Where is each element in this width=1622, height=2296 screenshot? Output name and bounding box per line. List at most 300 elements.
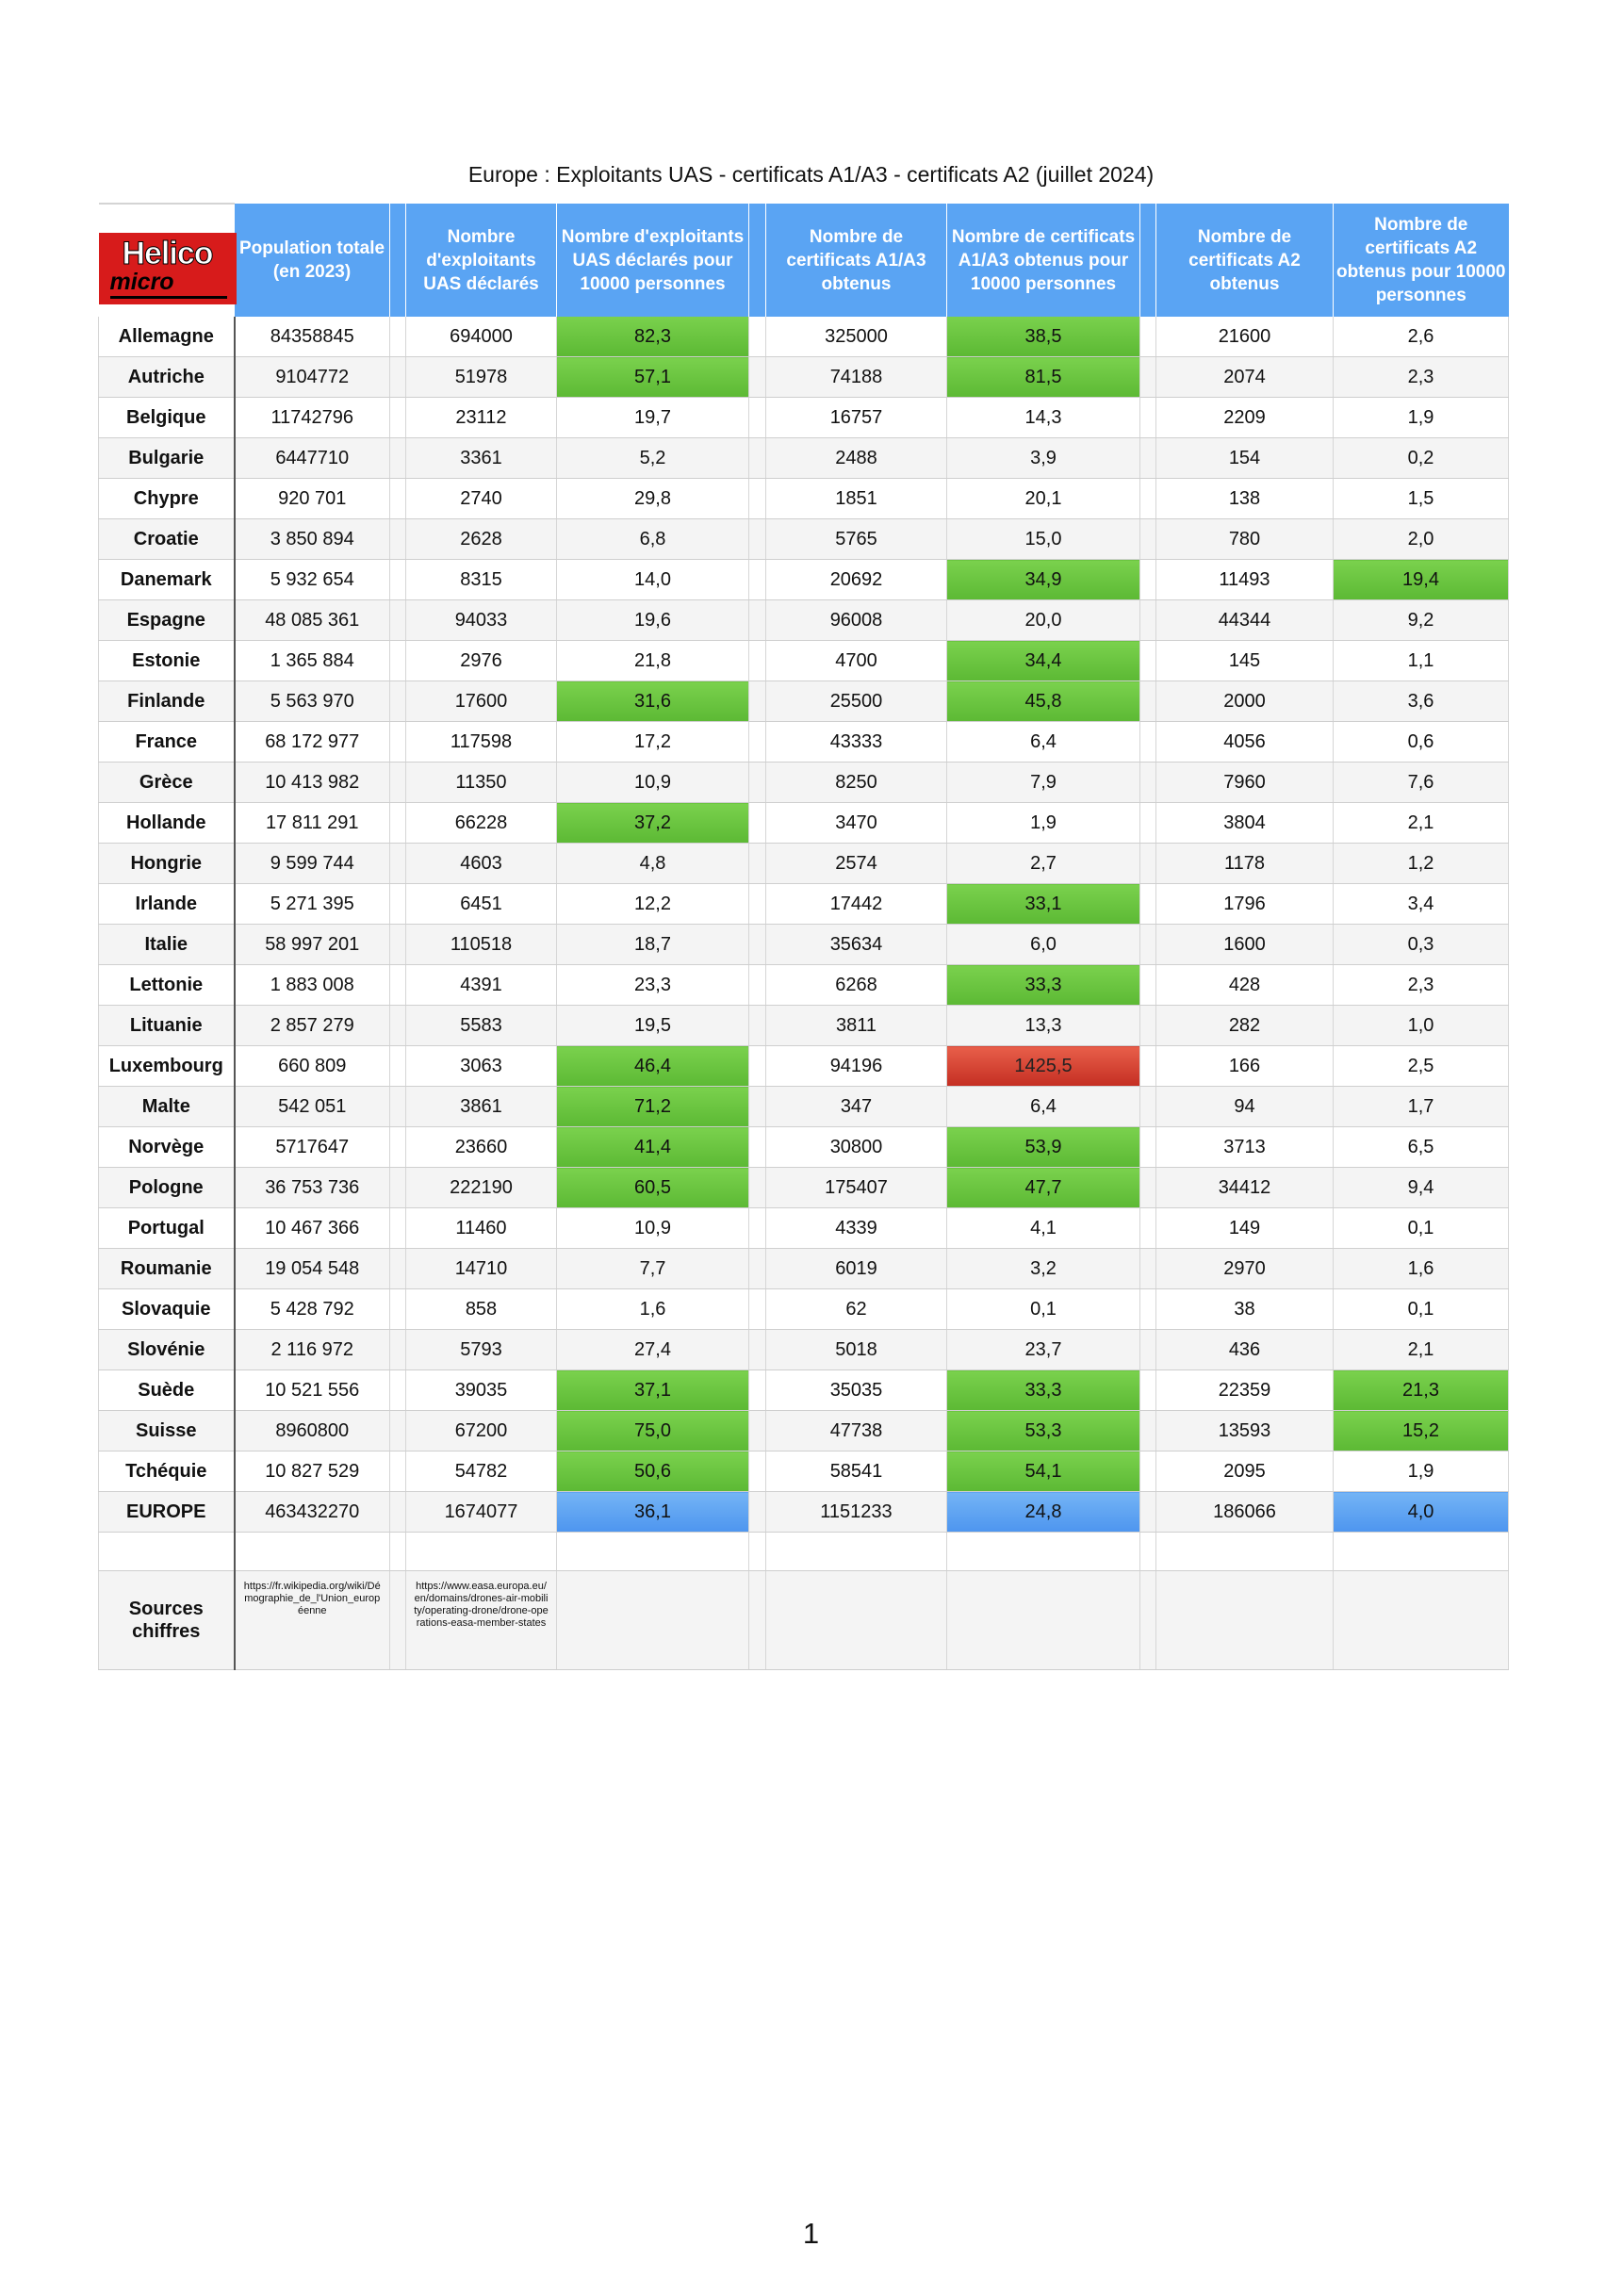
spacer-cell	[390, 560, 406, 600]
population-cell: 5717647	[235, 1127, 390, 1168]
spacer-cell	[1140, 1006, 1156, 1046]
population-cell: 9 599 744	[235, 844, 390, 884]
spacer-cell	[749, 925, 766, 965]
a2-cell: 2000	[1156, 681, 1334, 722]
table-row	[99, 803, 1509, 844]
a1a3-per-10k-cell: 14,3	[947, 398, 1140, 438]
a2-cell: 44344	[1156, 600, 1334, 641]
table-row	[99, 600, 1509, 641]
population-source-cell	[235, 1571, 390, 1670]
a1a3-per-10k-cell: 3,2	[947, 1249, 1140, 1289]
helicomicro-logo	[99, 233, 237, 304]
spacer-cell	[749, 1208, 766, 1249]
a2-per-10k-cell: 9,2	[1334, 600, 1509, 641]
a1a3-per-10k-cell: 81,5	[947, 357, 1140, 398]
spacer-cell	[1140, 1451, 1156, 1492]
population-cell: 5 563 970	[235, 681, 390, 722]
a2-per-10k-cell: 0,6	[1334, 722, 1509, 763]
table-row	[99, 925, 1509, 965]
a2-cell: 1796	[1156, 884, 1334, 925]
country-cell: Estonie	[99, 641, 235, 681]
spacer-cell	[1140, 1571, 1156, 1670]
spacer-cell	[1140, 1370, 1156, 1411]
population-cell: 660 809	[235, 1046, 390, 1087]
a1a3-per-10k-cell: 33,1	[947, 884, 1140, 925]
a1a3-per-10k-cell: 33,3	[947, 1370, 1140, 1411]
spacer-cell	[749, 357, 766, 398]
a2-cell: 21600	[1156, 317, 1334, 357]
a1a3-cell: 58541	[766, 1451, 947, 1492]
a1a3-cell: 4700	[766, 641, 947, 681]
operators-per-10k-cell: 7,7	[557, 1249, 749, 1289]
operators-cell: 11460	[406, 1208, 557, 1249]
country-cell: Hongrie	[99, 844, 235, 884]
a2-cell: 38	[1156, 1289, 1334, 1330]
a1a3-per-10k-cell: 47,7	[947, 1168, 1140, 1208]
country-cell: Italie	[99, 925, 235, 965]
spacer-cell	[390, 1370, 406, 1411]
a2-per-10k-cell: 2,3	[1334, 965, 1509, 1006]
a1a3-cell: 96008	[766, 600, 947, 641]
country-cell: Malte	[99, 1087, 235, 1127]
spacer-cell	[1140, 1127, 1156, 1168]
operators-per-10k-cell: 1,6	[557, 1289, 749, 1330]
spacer-cell	[390, 965, 406, 1006]
spacer-cell	[1140, 1411, 1156, 1451]
a1a3-cell: 20692	[766, 560, 947, 600]
table-row	[99, 641, 1509, 681]
a2-cell: 13593	[1156, 1411, 1334, 1451]
empty-cell	[390, 1533, 406, 1571]
a2-cell: 1178	[1156, 844, 1334, 884]
operators-per-10k-cell: 19,5	[557, 1006, 749, 1046]
empty-cell	[99, 1533, 235, 1571]
a1a3-per-10k-cell: 54,1	[947, 1451, 1140, 1492]
population-cell: 17 811 291	[235, 803, 390, 844]
country-cell: Allemagne	[99, 317, 235, 357]
a1a3-per-10k-cell: 45,8	[947, 681, 1140, 722]
population-cell: 542 051	[235, 1087, 390, 1127]
spacer-cell	[749, 1451, 766, 1492]
table-row	[99, 1330, 1509, 1370]
operators-per-10k-cell: 60,5	[557, 1168, 749, 1208]
operators-per-10k-cell: 37,2	[557, 803, 749, 844]
table-row	[99, 438, 1509, 479]
a1a3-per-10k-cell: 23,7	[947, 1330, 1140, 1370]
a1a3-cell: 35634	[766, 925, 947, 965]
a2-per-10k-cell: 21,3	[1334, 1370, 1509, 1411]
empty-cell	[766, 1571, 947, 1670]
population-cell: 11742796	[235, 398, 390, 438]
spacer-cell	[1140, 884, 1156, 925]
spacer-cell	[749, 1492, 766, 1533]
a1a3-per-10k-cell: 53,3	[947, 1411, 1140, 1451]
empty-cell	[1140, 1533, 1156, 1571]
a2-per-10k-cell: 2,0	[1334, 519, 1509, 560]
a1a3-per-10k-cell: 1,9	[947, 803, 1140, 844]
country-cell: Grèce	[99, 763, 235, 803]
logo-strip	[110, 296, 227, 299]
operators-cell: 51978	[406, 357, 557, 398]
sources-row	[99, 1571, 1509, 1670]
country-cell: Slovénie	[99, 1330, 235, 1370]
operators-per-10k-cell: 37,1	[557, 1370, 749, 1411]
a1a3-cell: 62	[766, 1289, 947, 1330]
operators-cell: 17600	[406, 681, 557, 722]
population-cell: 1 883 008	[235, 965, 390, 1006]
a1a3-cell: 8250	[766, 763, 947, 803]
operators-per-10k-cell: 10,9	[557, 1208, 749, 1249]
a2-cell: 149	[1156, 1208, 1334, 1249]
table-row	[99, 479, 1509, 519]
a1a3-cell: 5765	[766, 519, 947, 560]
table-row	[99, 1370, 1509, 1411]
operators-cell: 222190	[406, 1168, 557, 1208]
country-cell: Roumanie	[99, 1249, 235, 1289]
population-cell: 920 701	[235, 479, 390, 519]
spacer-cell	[390, 722, 406, 763]
spacer-cell	[749, 1087, 766, 1127]
table-row	[99, 763, 1509, 803]
spacer-cell	[1140, 398, 1156, 438]
country-cell: Hollande	[99, 803, 235, 844]
country-cell: Espagne	[99, 600, 235, 641]
operators-per-10k-cell: 41,4	[557, 1127, 749, 1168]
a1a3-per-10k-cell: 24,8	[947, 1492, 1140, 1533]
population-cell: 2 116 972	[235, 1330, 390, 1370]
population-cell: 5 271 395	[235, 884, 390, 925]
country-cell: Slovaquie	[99, 1289, 235, 1330]
a2-per-10k-cell: 1,2	[1334, 844, 1509, 884]
operators-cell: 39035	[406, 1370, 557, 1411]
a2-per-10k-cell: 0,3	[1334, 925, 1509, 965]
population-cell: 48 085 361	[235, 600, 390, 641]
operators-per-10k-cell: 23,3	[557, 965, 749, 1006]
operators-cell: 3361	[406, 438, 557, 479]
sources-label: Sources chiffres	[99, 1571, 235, 1670]
a1a3-cell: 3470	[766, 803, 947, 844]
operators-per-10k-cell: 46,4	[557, 1046, 749, 1087]
empty-cell	[406, 1533, 557, 1571]
operators-cell: 23112	[406, 398, 557, 438]
header-a1a3: Nombre de certificats A1/A3 obtenus	[766, 204, 947, 317]
header-a2: Nombre de certificats A2 obtenus	[1156, 204, 1334, 317]
table-row	[99, 965, 1509, 1006]
country-cell: Lituanie	[99, 1006, 235, 1046]
operators-per-10k-cell: 19,7	[557, 398, 749, 438]
spacer-cell	[749, 1249, 766, 1289]
spacer-cell	[749, 438, 766, 479]
empty-cell	[947, 1533, 1140, 1571]
spacer-cell	[749, 1046, 766, 1087]
empty-row	[99, 1533, 1509, 1571]
table-row	[99, 1289, 1509, 1330]
a2-cell: 282	[1156, 1006, 1334, 1046]
country-cell: Norvège	[99, 1127, 235, 1168]
document-title: Europe : Exploitants UAS - certificats A1/A3 - certificats A2 (juillet 2024)	[467, 162, 1155, 187]
spacer-cell	[390, 1411, 406, 1451]
operators-cell: 4391	[406, 965, 557, 1006]
table-row	[99, 722, 1509, 763]
country-cell: Suède	[99, 1370, 235, 1411]
spacer-cell	[749, 1289, 766, 1330]
operators-cell: 2976	[406, 641, 557, 681]
population-cell: 19 054 548	[235, 1249, 390, 1289]
operators-cell: 117598	[406, 722, 557, 763]
operators-cell: 4603	[406, 844, 557, 884]
spacer-cell	[749, 1411, 766, 1451]
population-cell: 3 850 894	[235, 519, 390, 560]
country-cell: Croatie	[99, 519, 235, 560]
a2-per-10k-cell: 9,4	[1334, 1168, 1509, 1208]
country-cell: Danemark	[99, 560, 235, 600]
a1a3-per-10k-cell: 34,9	[947, 560, 1140, 600]
spacer-cell	[1140, 519, 1156, 560]
a1a3-per-10k-cell: 2,7	[947, 844, 1140, 884]
spacer-cell	[749, 1006, 766, 1046]
spacer-cell	[749, 1330, 766, 1370]
table-row	[99, 357, 1509, 398]
operators-cell: 110518	[406, 925, 557, 965]
country-cell: France	[99, 722, 235, 763]
header-operators-per-10k: Nombre d'exploitants UAS déclarés pour 10000 personnes	[557, 204, 749, 317]
spacer-cell	[1140, 1249, 1156, 1289]
spacer-cell	[749, 641, 766, 681]
table-row	[99, 317, 1509, 357]
a2-cell: 2209	[1156, 398, 1334, 438]
spacer-cell	[1140, 357, 1156, 398]
spacer-cell	[390, 763, 406, 803]
a2-cell: 2095	[1156, 1451, 1334, 1492]
operators-per-10k-cell: 4,8	[557, 844, 749, 884]
spacer-cell	[390, 1046, 406, 1087]
country-cell: Bulgarie	[99, 438, 235, 479]
a2-cell: 428	[1156, 965, 1334, 1006]
a2-per-10k-cell: 1,0	[1334, 1006, 1509, 1046]
a2-per-10k-cell: 1,5	[1334, 479, 1509, 519]
a2-cell: 3713	[1156, 1127, 1334, 1168]
country-cell: Chypre	[99, 479, 235, 519]
country-cell: Finlande	[99, 681, 235, 722]
table-row	[99, 1492, 1509, 1533]
operators-cell: 66228	[406, 803, 557, 844]
header-row	[99, 204, 1509, 317]
a1a3-cell: 347	[766, 1087, 947, 1127]
spacer-cell	[1140, 844, 1156, 884]
header-gap	[1140, 204, 1156, 317]
page-number: 1	[802, 2217, 820, 2250]
spacer-cell	[390, 1330, 406, 1370]
a1a3-per-10k-cell: 53,9	[947, 1127, 1140, 1168]
header-gap	[390, 204, 406, 317]
a1a3-per-10k-cell: 38,5	[947, 317, 1140, 357]
a1a3-cell: 325000	[766, 317, 947, 357]
a2-cell: 1600	[1156, 925, 1334, 965]
country-cell: EUROPE	[99, 1492, 235, 1533]
spacer-cell	[1140, 641, 1156, 681]
operators-cell: 94033	[406, 600, 557, 641]
a2-per-10k-cell: 15,2	[1334, 1411, 1509, 1451]
operators-cell: 11350	[406, 763, 557, 803]
a2-cell: 11493	[1156, 560, 1334, 600]
a1a3-per-10k-cell: 6,4	[947, 722, 1140, 763]
population-cell: 2 857 279	[235, 1006, 390, 1046]
a1a3-cell: 6019	[766, 1249, 947, 1289]
a2-per-10k-cell: 0,1	[1334, 1289, 1509, 1330]
spacer-cell	[749, 519, 766, 560]
operators-per-10k-cell: 31,6	[557, 681, 749, 722]
spacer-cell	[390, 357, 406, 398]
operators-cell: 14710	[406, 1249, 557, 1289]
empty-cell	[1334, 1533, 1509, 1571]
a2-cell: 3804	[1156, 803, 1334, 844]
operators-cell: 1674077	[406, 1492, 557, 1533]
spacer-cell	[1140, 965, 1156, 1006]
spacer-cell	[749, 600, 766, 641]
a2-per-10k-cell: 1,9	[1334, 1451, 1509, 1492]
operators-source-cell	[406, 1571, 557, 1670]
operators-cell: 67200	[406, 1411, 557, 1451]
a2-per-10k-cell: 2,1	[1334, 803, 1509, 844]
spacer-cell	[1140, 600, 1156, 641]
header-population: Population totale (en 2023)	[235, 204, 390, 317]
a2-cell: 22359	[1156, 1370, 1334, 1411]
spacer-cell	[390, 1087, 406, 1127]
table-row	[99, 519, 1509, 560]
operators-per-10k-cell: 27,4	[557, 1330, 749, 1370]
spacer-cell	[749, 722, 766, 763]
spacer-cell	[749, 1370, 766, 1411]
a1a3-cell: 2574	[766, 844, 947, 884]
operators-cell: 694000	[406, 317, 557, 357]
table-row	[99, 1208, 1509, 1249]
spacer-cell	[390, 884, 406, 925]
population-cell: 68 172 977	[235, 722, 390, 763]
population-cell: 36 753 736	[235, 1168, 390, 1208]
a1a3-cell: 3811	[766, 1006, 947, 1046]
spacer-cell	[390, 844, 406, 884]
empty-cell	[1156, 1533, 1334, 1571]
a1a3-cell: 17442	[766, 884, 947, 925]
a2-cell: 94	[1156, 1087, 1334, 1127]
header-a2-per-10k: Nombre de certificats A2 obtenus pour 10000 personnes	[1334, 204, 1509, 317]
spacer-cell	[1140, 1330, 1156, 1370]
spacer-cell	[1140, 803, 1156, 844]
country-cell: Irlande	[99, 884, 235, 925]
a2-per-10k-cell: 1,1	[1334, 641, 1509, 681]
a2-per-10k-cell: 3,6	[1334, 681, 1509, 722]
operators-per-10k-cell: 29,8	[557, 479, 749, 519]
empty-cell	[235, 1533, 390, 1571]
operators-per-10k-cell: 17,2	[557, 722, 749, 763]
spacer-cell	[390, 600, 406, 641]
a2-cell: 34412	[1156, 1168, 1334, 1208]
operators-per-10k-cell: 50,6	[557, 1451, 749, 1492]
operators-cell: 23660	[406, 1127, 557, 1168]
empty-cell	[1334, 1571, 1509, 1670]
a2-per-10k-cell: 2,5	[1334, 1046, 1509, 1087]
population-source-link[interactable]: https://fr.wikipedia.org/wiki/Démographie_de_l'Union_européenne	[243, 1581, 381, 1616]
a1a3-per-10k-cell: 34,4	[947, 641, 1140, 681]
a2-cell: 7960	[1156, 763, 1334, 803]
operators-cell: 5583	[406, 1006, 557, 1046]
spacer-cell	[390, 681, 406, 722]
operators-per-10k-cell: 75,0	[557, 1411, 749, 1451]
empty-cell	[1156, 1571, 1334, 1670]
a2-per-10k-cell: 6,5	[1334, 1127, 1509, 1168]
table-row	[99, 1168, 1509, 1208]
a2-per-10k-cell: 4,0	[1334, 1492, 1509, 1533]
table-row	[99, 681, 1509, 722]
a1a3-cell: 43333	[766, 722, 947, 763]
country-cell: Portugal	[99, 1208, 235, 1249]
spacer-cell	[749, 884, 766, 925]
a2-cell: 2074	[1156, 357, 1334, 398]
spacer-cell	[390, 925, 406, 965]
population-cell: 10 827 529	[235, 1451, 390, 1492]
a2-per-10k-cell: 1,6	[1334, 1249, 1509, 1289]
empty-cell	[749, 1533, 766, 1571]
table-row	[99, 1451, 1509, 1492]
operators-source-link[interactable]: https://www.easa.europa.eu/en/domains/drones-air-mobility/operating-drone/drone-operations-easa-member-states	[414, 1581, 549, 1629]
a2-cell: 2970	[1156, 1249, 1334, 1289]
operators-per-10k-cell: 36,1	[557, 1492, 749, 1533]
spacer-cell	[1140, 1087, 1156, 1127]
a2-cell: 154	[1156, 438, 1334, 479]
a1a3-cell: 5018	[766, 1330, 947, 1370]
header-gap	[749, 204, 766, 317]
a1a3-per-10k-cell: 1425,5	[947, 1046, 1140, 1087]
logo-text-top: Helico	[122, 235, 213, 271]
a1a3-cell: 35035	[766, 1370, 947, 1411]
spacer-cell	[1140, 317, 1156, 357]
operators-per-10k-cell: 57,1	[557, 357, 749, 398]
spacer-cell	[390, 1127, 406, 1168]
spacer-cell	[1140, 1046, 1156, 1087]
spacer-cell	[1140, 681, 1156, 722]
logo-cell	[99, 204, 235, 317]
population-cell: 5 428 792	[235, 1289, 390, 1330]
population-cell: 463432270	[235, 1492, 390, 1533]
spacer-cell	[749, 681, 766, 722]
a1a3-per-10k-cell: 0,1	[947, 1289, 1140, 1330]
spacer-cell	[1140, 438, 1156, 479]
country-cell: Luxembourg	[99, 1046, 235, 1087]
empty-cell	[766, 1533, 947, 1571]
spacer-cell	[390, 1571, 406, 1670]
a1a3-cell: 16757	[766, 398, 947, 438]
spacer-cell	[1140, 479, 1156, 519]
spacer-cell	[390, 479, 406, 519]
spacer-cell	[390, 398, 406, 438]
population-cell: 10 467 366	[235, 1208, 390, 1249]
spacer-cell	[1140, 1208, 1156, 1249]
a2-per-10k-cell: 7,6	[1334, 763, 1509, 803]
a2-per-10k-cell: 1,9	[1334, 398, 1509, 438]
a2-per-10k-cell: 0,1	[1334, 1208, 1509, 1249]
operators-per-10k-cell: 14,0	[557, 560, 749, 600]
spacer-cell	[390, 1492, 406, 1533]
operators-per-10k-cell: 10,9	[557, 763, 749, 803]
a2-cell: 166	[1156, 1046, 1334, 1087]
table-row	[99, 1411, 1509, 1451]
a2-per-10k-cell: 1,7	[1334, 1087, 1509, 1127]
a1a3-cell: 1851	[766, 479, 947, 519]
spacer-cell	[749, 844, 766, 884]
statistics-table	[98, 203, 1509, 1670]
a1a3-per-10k-cell: 6,4	[947, 1087, 1140, 1127]
operators-cell: 8315	[406, 560, 557, 600]
